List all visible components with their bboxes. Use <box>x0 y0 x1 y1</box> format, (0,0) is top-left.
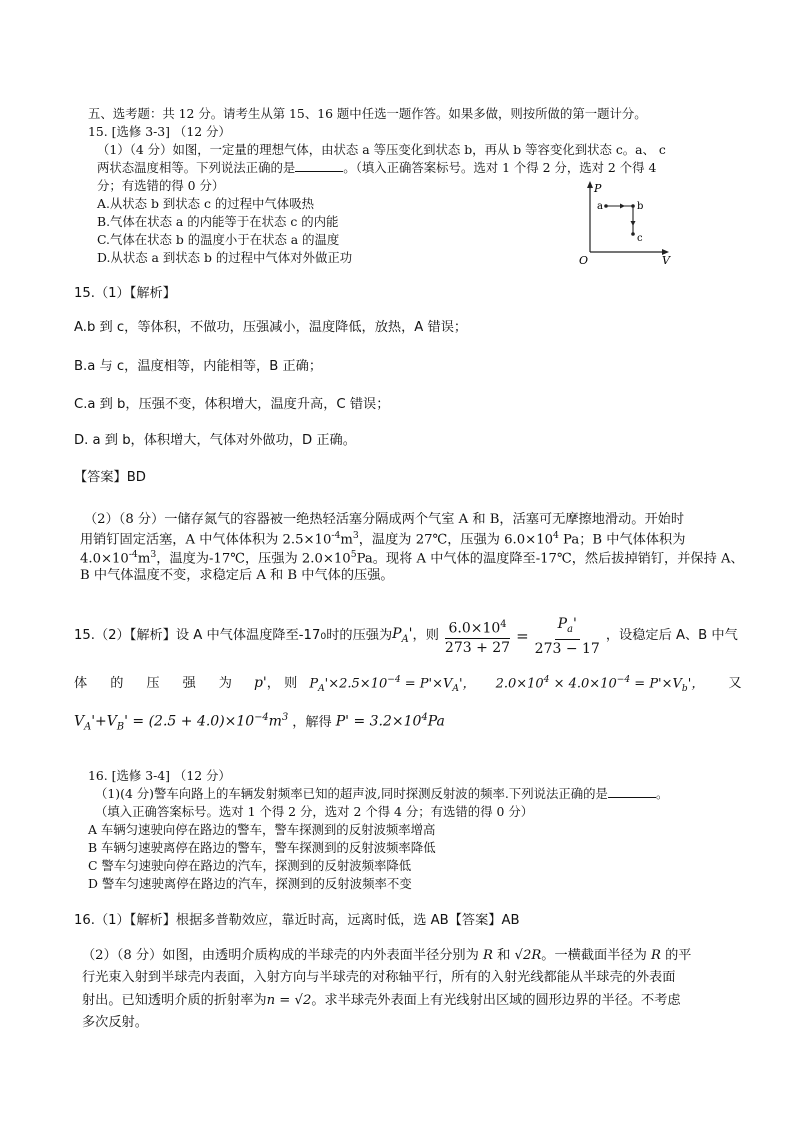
state-a-point <box>604 204 608 208</box>
q15-solution1-head: 15.（1）【解析】 <box>74 286 176 301</box>
state-c-label: c <box>637 233 643 244</box>
exponent: 5 <box>350 549 357 560</box>
text-seg: （1)(4 分)警车向路上的车辆发射频率已知的超声波,同时探测反射波的频率.下列说法正确的是 <box>95 786 608 801</box>
fraction-right <box>532 615 603 658</box>
text-seg: 。一横截面半径为 <box>541 948 647 963</box>
exponent: -4 <box>331 530 341 541</box>
q16-option-d: D 警车匀速驶离停在路边的汽车，探测到的反射波频率不变 <box>88 876 412 891</box>
fraction-right-num <box>555 615 580 640</box>
text-seg: m <box>340 532 353 548</box>
equation-b <box>496 675 705 695</box>
q16-part2-line2: 行光束入射到半球壳内表面，入射方向与半球壳的对称轴平行，所有的入射光线都能从半球壳的外表面 <box>82 970 676 985</box>
fraction-left-den: 273 + 27 <box>444 639 511 656</box>
exponent: 4 <box>543 675 550 685</box>
text-seg: ，解得 <box>292 714 332 730</box>
pressure-symbol: p' <box>253 675 267 692</box>
text-seg: 时的压强为 <box>326 628 393 644</box>
text-seg: ' <box>408 626 413 643</box>
text-seg: 6.0×10 <box>448 620 501 637</box>
q15-solution2-line3 <box>74 712 445 734</box>
fraction-left-num <box>445 616 509 639</box>
subscript: A <box>452 683 459 694</box>
subscript: B <box>116 721 125 733</box>
text-seg: '×2.5×10 <box>324 676 388 692</box>
exponent: −4 <box>254 712 269 723</box>
text-seg: Pa <box>427 713 445 730</box>
p-label: P <box>594 182 602 195</box>
exponent: 4 <box>421 712 428 723</box>
symbol-n: n = √2 <box>266 993 312 1008</box>
text-seg: ， 则 <box>266 676 298 692</box>
text-seg: m <box>268 713 282 730</box>
text-seg: P <box>309 676 319 692</box>
text-seg: 强 <box>182 676 196 692</box>
text-seg: = P'×V <box>630 676 682 692</box>
exponent: 4 <box>552 530 559 541</box>
exponent: −4 <box>616 675 631 685</box>
text-seg: （2）（8 分）如图，由透明介质构成的半球壳的内外表面半径分别为 <box>82 948 479 963</box>
text-seg: 又 <box>728 676 742 692</box>
q16-option-a: A 车辆匀速驶向停在路边的警车，警车探测到的反射波频率增高 <box>88 822 436 837</box>
equals-sign: = <box>516 627 529 646</box>
equation-a <box>309 675 475 695</box>
q16-header: 16. [选修 3-4] （12 分） <box>88 768 231 783</box>
text-seg: 15.（2）【解析】设 A 中气体温度降至-17 <box>74 628 321 644</box>
q15-part1-line3: 分；有选错的得 0 分） <box>97 178 225 193</box>
text-seg: ，设稳定后 A、B 中气 <box>605 628 738 644</box>
text-seg: 射出。已知透明介质的折射率为 <box>82 993 267 1008</box>
q15-solution2-line1 <box>74 615 738 658</box>
q16-option-c: C 警车匀速驶向停在路边的汽车，探测到的反射波频率降低 <box>88 858 412 873</box>
q15-solution1-line-b: B.a 与 c，温度相等，内能相等，B 正确； <box>74 359 323 374</box>
q15-solution1-line-a: A.b 到 c，等体积，不做功，压强减小，温度降低，放热，A 错误； <box>74 320 468 335</box>
text-seg: ' = (2.5 + 4.0)×10 <box>124 713 255 730</box>
q15-option-c: C.气体在状态 b 的温度小于在状态 a 的温度 <box>97 232 340 247</box>
q15-part2-line2 <box>80 530 685 549</box>
text-seg: 为 <box>218 676 232 692</box>
text-seg: 2.0×10 <box>495 676 544 692</box>
text-seg: 用销钉固定活塞，A 中气体体积为 2.5×10 <box>80 532 332 548</box>
q16-part2-line4: 多次反射。 <box>82 1015 148 1030</box>
q15-part1-text-a: 两状态温度相等。下列说法正确的是 <box>97 160 296 175</box>
exponent: 4 <box>500 619 507 631</box>
text-seg: P' = 3.2×10 <box>335 713 422 730</box>
q16-part2-line3 <box>82 993 681 1010</box>
equation-c <box>74 712 288 734</box>
symbol-r: R <box>650 948 661 963</box>
q15-part2-line4: B 中气体温度不变，求稳定后 A 和 B 中气体的压强。 <box>80 568 394 583</box>
text-seg: 的平 <box>665 948 692 963</box>
symbol-sqrt2r: √2R <box>514 948 542 963</box>
q15-part1-text-b: 。（填入正确答案标号。选对 1 个得 2 分，选对 2 个得 4 <box>343 160 657 175</box>
subscript: A <box>401 634 409 646</box>
q15-option-b: B.气体在状态 a 的内能等于在状态 c 的内能 <box>97 214 339 229</box>
text-seg: 压 <box>146 676 160 692</box>
text-seg: ，温度为 27℃，压强为 6.0×10 <box>358 532 553 548</box>
v-label: V <box>662 254 670 264</box>
state-b-point <box>631 204 635 208</box>
origin-label: O <box>579 254 589 264</box>
text-seg: 体 <box>74 676 88 692</box>
answer-blank <box>608 786 656 798</box>
text-seg: 。 <box>655 786 669 801</box>
text-seg: 的 <box>110 676 124 692</box>
fraction-left <box>442 616 513 657</box>
q15-answer1: 【答案】BD <box>74 470 146 485</box>
text-seg: P <box>392 626 402 643</box>
q15-option-d: D.从状态 a 到状态 b 的过程中气体对外做正功 <box>97 250 353 265</box>
text-seg: 4.0×10 <box>80 551 129 567</box>
text-seg: V <box>74 713 85 730</box>
q15-option-a: A.从状态 b 到状态 c 的过程中气体吸热 <box>97 196 314 211</box>
exponent: 3 <box>352 530 359 541</box>
text-seg: P <box>557 616 568 632</box>
section-intro: 五、选考题：共 12 分。请考生从第 15、16 题中任选一题作答。如果多做，则按所做的第一题计分。 <box>88 106 647 121</box>
text-seg: ，则 <box>412 628 439 644</box>
q15-part1-line2 <box>97 160 656 176</box>
text-seg: × 4.0×10 <box>549 676 617 692</box>
exponent: 0 <box>320 630 327 642</box>
pv-diagram <box>576 178 676 264</box>
state-a-label: a <box>597 201 603 212</box>
q16-option-b: B 车辆匀速驶离停在路边的警车，警车探测到的反射波频率降低 <box>88 840 436 855</box>
q16-part1-line1 <box>95 786 668 802</box>
q15-solution1-line-c: C.a 到 b，压强不变，体积增大，温度升高，C 错误； <box>74 397 390 412</box>
text-seg: Pa。现将 A 中气体的温度降至-17℃，然后拔掉销钉，并保持 A、 <box>356 551 744 567</box>
q15-solution1-line-d: D. a 到 b，体积增大，气体对外做功，D 正确。 <box>74 433 356 448</box>
subscript: A <box>84 721 92 733</box>
p-axis-arrow <box>587 181 593 188</box>
text-seg: ' <box>572 616 577 632</box>
process-bc-arrow <box>631 221 636 226</box>
text-seg: '， <box>687 676 705 692</box>
fraction-right-den: 273 − 17 <box>534 640 600 657</box>
text-seg: m <box>137 551 151 567</box>
exponent: -4 <box>128 549 138 560</box>
equation-result <box>336 712 445 731</box>
q15-part1-line1: （1）（4 分）如图，一定量的理想气体，由状态 a 等压变化到状态 b，再从 b 等容变化到状态 c。a、 c <box>97 142 666 157</box>
state-c-point <box>631 232 635 236</box>
subscript: A <box>318 683 325 694</box>
text-seg: = P'×V <box>400 676 453 692</box>
q15-solution2-line2 <box>74 675 742 695</box>
text-seg: 。求半球壳外表面上有光线射出区域的圆形边界的半径。不考虑 <box>311 993 681 1008</box>
pressure-symbol <box>392 626 412 646</box>
exponent: 3 <box>281 712 289 723</box>
q15-header: 15. [选修 3-3] （12 分） <box>88 124 231 139</box>
text-seg: ，温度为-17℃，压强为 2.0×10 <box>156 551 351 567</box>
q15-part2-line3 <box>80 549 744 568</box>
exponent: −4 <box>387 675 401 685</box>
q15-part2-line1: （2）（8 分）一储存氮气的容器被一绝热轻活塞分隔成两个气室 A 和 B，活塞可无摩擦地滑动。开始时 <box>84 512 685 527</box>
text-seg: 和 <box>497 948 511 963</box>
process-ab-arrow <box>620 204 625 209</box>
exponent: 3 <box>150 549 157 560</box>
q16-solution1: 16.（1）【解析】根据多普勒效应，靠近时高，远离时低，选 AB【答案】AB <box>74 913 520 928</box>
symbol-r: R <box>483 948 493 963</box>
q16-part2-line1 <box>82 948 692 965</box>
subscript: b <box>681 683 688 694</box>
text-seg: Pa；B 中气体体积为 <box>558 532 686 548</box>
text-seg: '， <box>458 676 476 692</box>
text-seg: '+V <box>91 713 117 730</box>
subscript: a <box>567 623 573 635</box>
state-b-label: b <box>637 201 644 212</box>
q16-part1-line2: （填入正确答案标号。选对 1 个得 2 分，选对 2 个得 4 分；有选错的得 0 分） <box>95 804 534 819</box>
answer-blank <box>295 160 343 172</box>
